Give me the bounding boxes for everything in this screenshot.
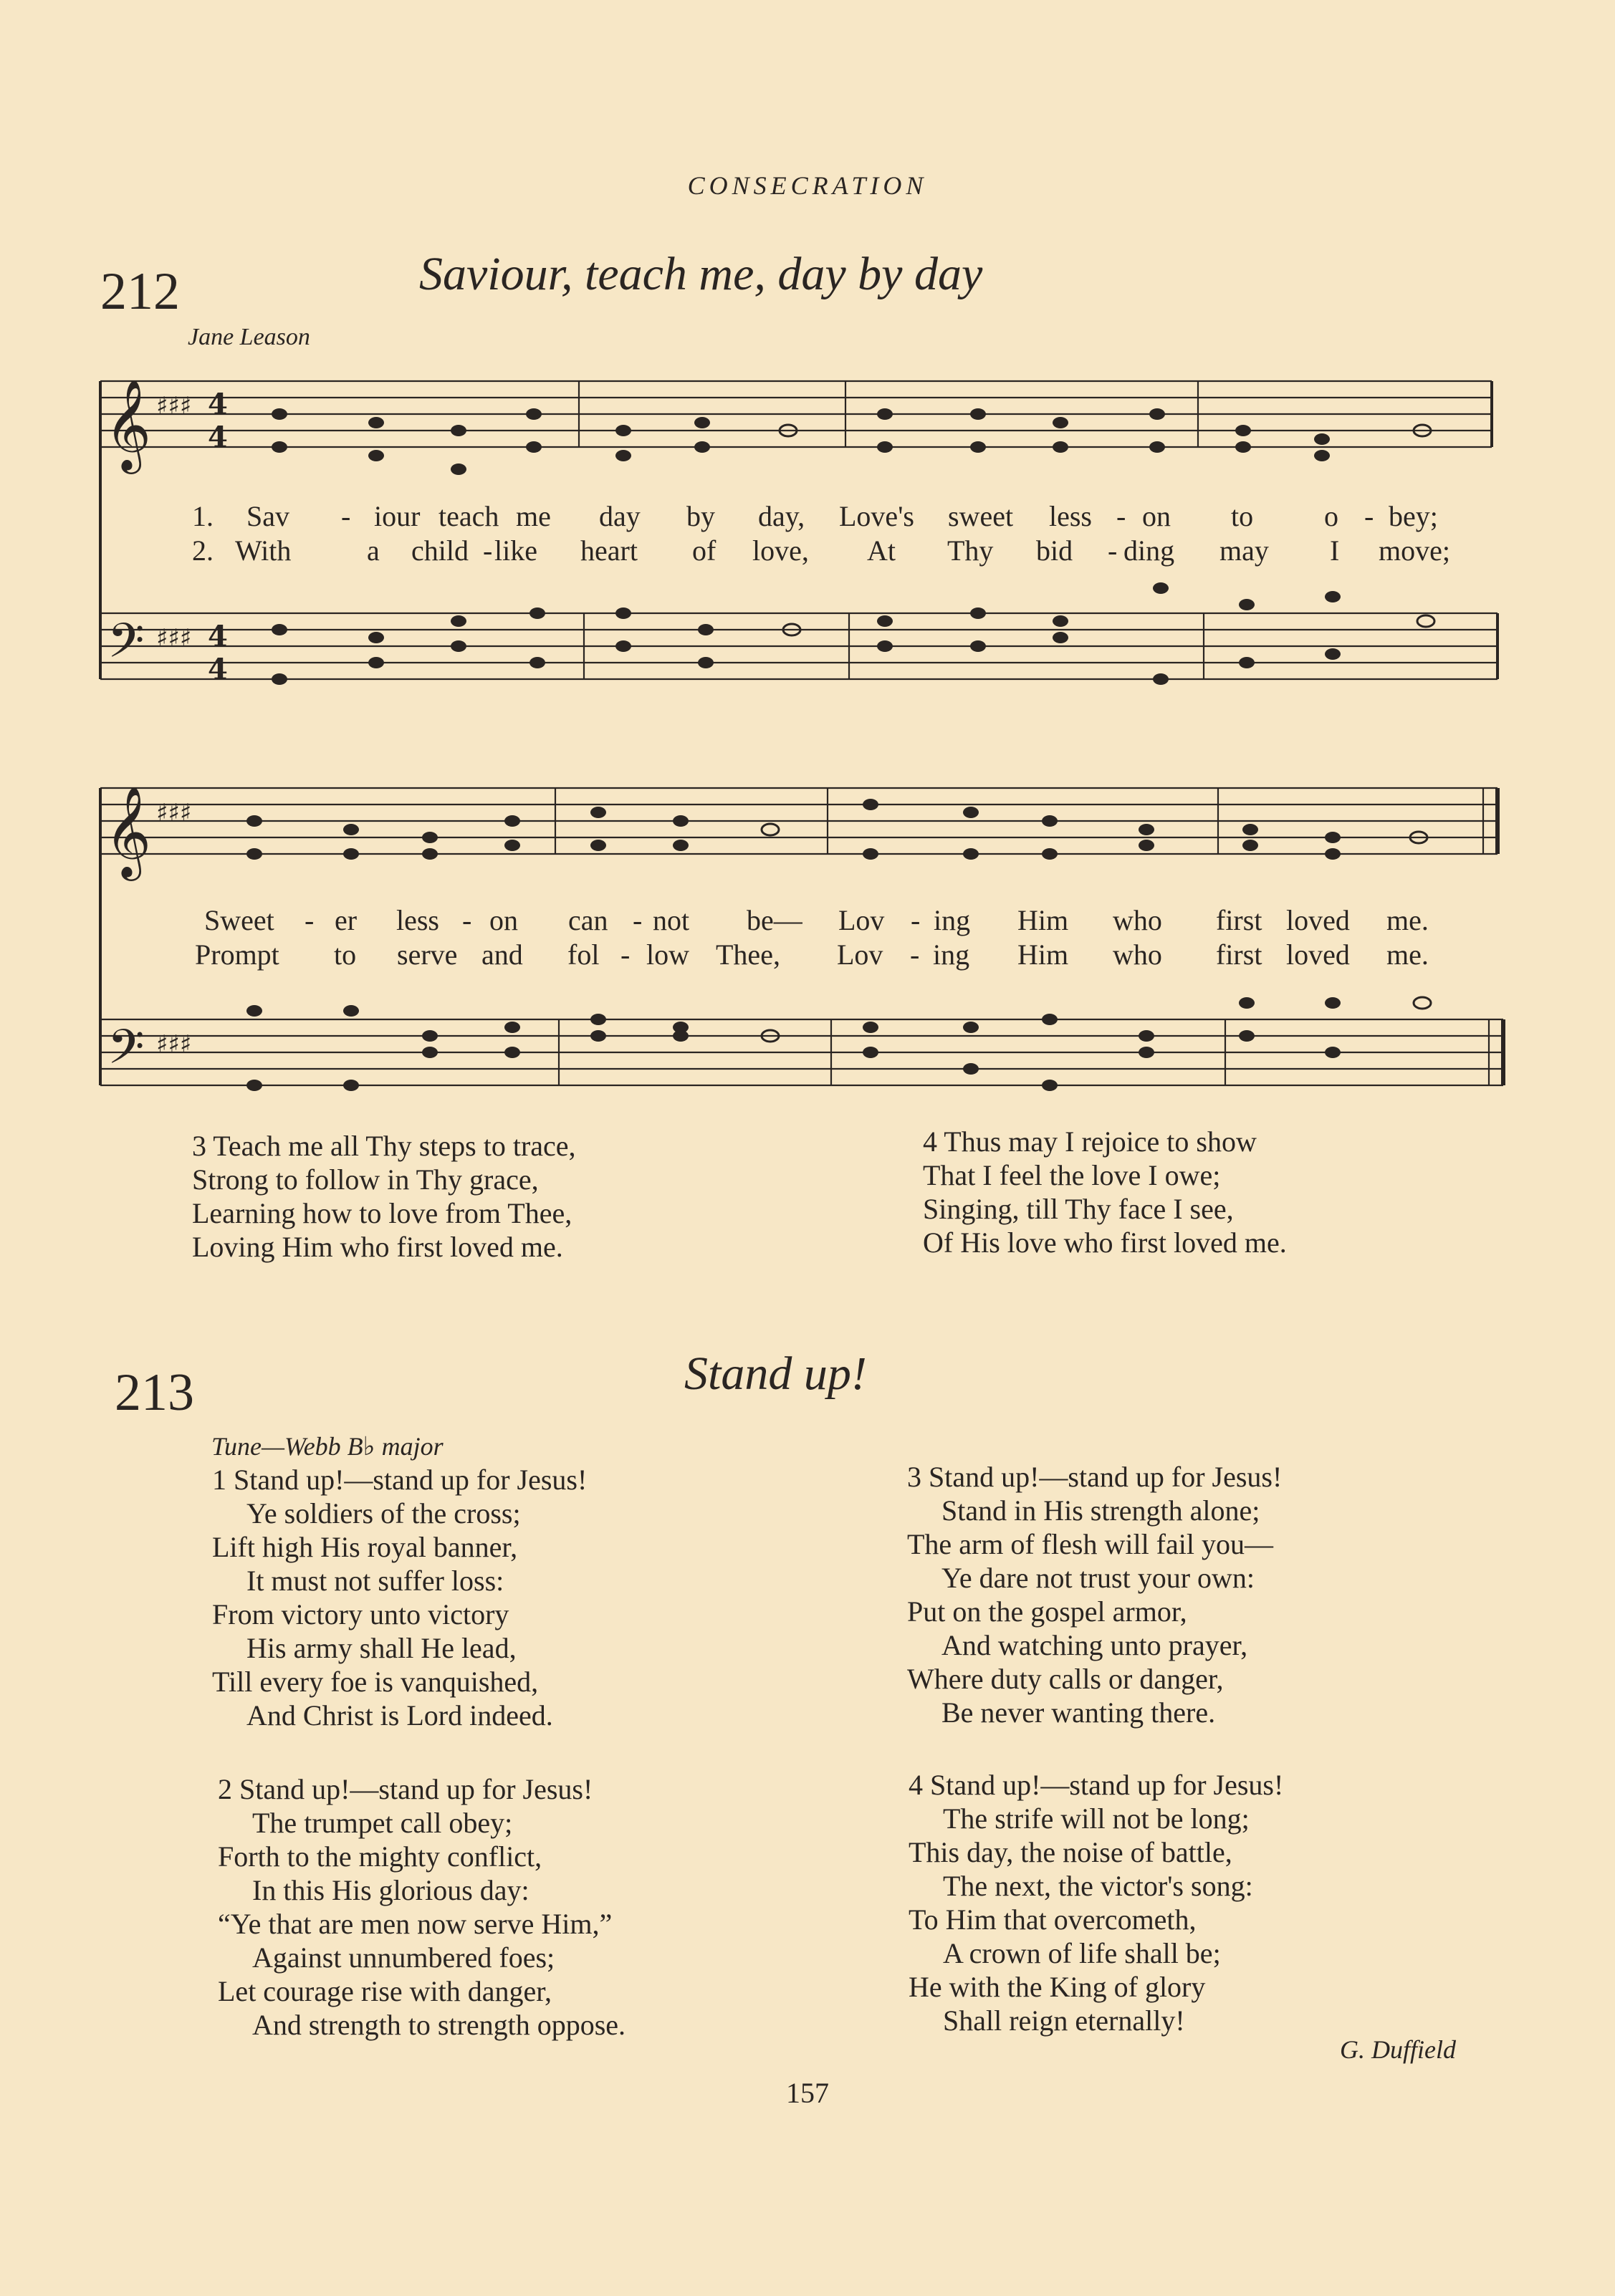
verse-line: 2 Stand up!—stand up for Jesus! — [218, 1773, 593, 1805]
verse-line: He with the King of glory — [909, 1971, 1206, 2003]
syllable: day — [599, 500, 641, 532]
syllable: me. — [1386, 904, 1429, 936]
syllable: bey; — [1389, 500, 1438, 532]
svg-text:4: 4 — [208, 388, 228, 421]
syllable: like — [494, 534, 537, 567]
syllable: on — [489, 904, 518, 936]
syllable: first — [1216, 938, 1262, 971]
syllable: o — [1324, 500, 1338, 532]
verse-line: The next, the victor's song: — [943, 1870, 1253, 1902]
verse-line: 4 Stand up!—stand up for Jesus! — [909, 1769, 1284, 1801]
svg-text:4: 4 — [208, 653, 228, 686]
syllable: - — [633, 904, 643, 936]
syllable: - — [483, 534, 493, 567]
svg-text:♯♯♯: ♯♯♯ — [156, 799, 192, 827]
syllable: Him — [1017, 938, 1069, 971]
syllable: ding — [1123, 534, 1175, 567]
verse-line: His army shall He lead, — [246, 1632, 517, 1664]
syllable: to — [1231, 500, 1254, 532]
syllable: heart — [580, 534, 638, 567]
verse-line: And watching unto prayer, — [941, 1629, 1248, 1661]
verse-line: The arm of flesh will fail you— — [907, 1528, 1273, 1560]
hymn-212-author: Jane Leason — [188, 324, 310, 350]
verse-line: 3 Teach me all Thy steps to trace, — [192, 1130, 576, 1162]
verse-line: Strong to follow in Thy grace, — [192, 1163, 539, 1196]
syllable: Love's — [839, 500, 914, 532]
verse-line: Loving Him who first loved me. — [192, 1231, 563, 1263]
svg-text:𝄞: 𝄞 — [105, 785, 152, 877]
syllable: a — [367, 534, 380, 567]
verse-line: Ye dare not trust your own: — [941, 1562, 1255, 1594]
verse-line: Be never wanting there. — [941, 1696, 1216, 1729]
verse-line: Shall reign eternally! — [943, 2004, 1185, 2037]
hymn-213-title: Stand up! — [684, 1348, 867, 1400]
syllable: 2. — [192, 534, 214, 567]
syllable: 1. — [192, 500, 214, 532]
syllable: me — [516, 500, 551, 532]
syllable: less — [1049, 500, 1092, 532]
verse-line: Ye soldiers of the cross; — [246, 1497, 521, 1529]
syllable: - — [1108, 534, 1118, 567]
syllable: Sav — [246, 500, 289, 532]
syllable: fol — [567, 938, 600, 971]
syllable: - — [1364, 500, 1374, 532]
syllable: not — [653, 904, 690, 936]
syllable: Lov — [837, 938, 883, 971]
syllable: At — [867, 534, 896, 567]
syllable: - — [462, 904, 472, 936]
hymn-213-number: 213 — [115, 1363, 194, 1422]
verse-line: And Christ is Lord indeed. — [246, 1699, 553, 1731]
syllable: on — [1142, 500, 1171, 532]
running-header: CONSECRATION — [687, 171, 928, 200]
syllable: teach — [439, 500, 499, 532]
syllable: ing — [933, 938, 970, 971]
verse-line: Stand in His strength alone; — [941, 1494, 1260, 1527]
verse-line: The strife will not be long; — [943, 1802, 1250, 1835]
verse-line: Lift high His royal banner, — [212, 1531, 518, 1563]
syllable: to — [334, 938, 357, 971]
syllable: sweet — [948, 500, 1014, 532]
verse-line: In this His glorious day: — [252, 1874, 529, 1906]
syllable: love, — [752, 534, 809, 567]
syllable: - — [1116, 500, 1126, 532]
syllable: Lov — [838, 904, 885, 936]
hymn-213-stanza-4 — [909, 1768, 1283, 2037]
syllable: - — [911, 904, 921, 936]
syllable: loved — [1286, 938, 1350, 971]
verse-line: Put on the gospel armor, — [907, 1595, 1187, 1628]
verse-line: From victory unto victory — [212, 1598, 509, 1630]
verse-line: Against unnumbered foes; — [252, 1941, 555, 1974]
svg-text:𝄢: 𝄢 — [107, 1019, 145, 1086]
svg-text:♯♯♯: ♯♯♯ — [156, 1030, 192, 1059]
hymn-213-author: G. Duffield — [1340, 2035, 1456, 2064]
verse-line: Till every foe is vanquished, — [212, 1666, 539, 1698]
verse-line: To Him that overcometh, — [909, 1903, 1197, 1936]
syllable: who — [1113, 904, 1162, 936]
verse-line: That I feel the love I owe; — [923, 1159, 1221, 1191]
syllable: of — [692, 534, 717, 567]
syllable: - — [305, 904, 315, 936]
syllable: - — [620, 938, 631, 971]
page-number: 157 — [786, 2077, 829, 2109]
syllable: who — [1113, 938, 1162, 971]
hymn-212-stanza-3 — [192, 1129, 576, 1264]
verse-line: Where duty calls or danger, — [907, 1663, 1224, 1695]
syllable: can — [568, 904, 608, 936]
syllable: Sweet — [204, 904, 274, 936]
syllable: bid — [1036, 534, 1073, 567]
verse-line: “Ye that are men now serve Him,” — [218, 1908, 613, 1940]
syllable: first — [1216, 904, 1262, 936]
syllable: ing — [934, 904, 971, 936]
syllable: move; — [1379, 534, 1450, 567]
verse-line: It must not suffer loss: — [246, 1565, 504, 1597]
syllable: low — [646, 938, 689, 971]
verse-line: And strength to strength oppose. — [252, 2009, 626, 2041]
hymn-212-number: 212 — [100, 262, 180, 321]
music-system-2 — [0, 0, 1615, 1146]
verse-line: A crown of life shall be; — [943, 1937, 1221, 1969]
verse-line: Forth to the mighty conflict, — [218, 1840, 542, 1873]
syllable: may — [1219, 534, 1269, 567]
syllable: day, — [758, 500, 805, 532]
syllable: be— — [747, 904, 802, 936]
svg-text:4: 4 — [208, 620, 228, 653]
syllable: With — [235, 534, 292, 567]
syllable: iour — [374, 500, 421, 532]
verse-line: Of His love who first loved me. — [923, 1226, 1287, 1259]
svg-text:♯♯♯: ♯♯♯ — [156, 392, 192, 421]
syllable: me. — [1386, 938, 1429, 971]
syllable: Prompt — [195, 938, 279, 971]
hymn-213-stanza-1 — [212, 1463, 587, 1732]
verse-line: Learning how to love from Thee, — [192, 1197, 572, 1229]
svg-text:𝄢: 𝄢 — [107, 613, 145, 680]
syllable: Him — [1017, 904, 1069, 936]
syllable: Thee, — [716, 938, 780, 971]
syllable: Thy — [947, 534, 994, 567]
svg-text:♯♯♯: ♯♯♯ — [156, 624, 192, 653]
verse-line: Singing, till Thy face I see, — [923, 1193, 1234, 1225]
verse-line: 4 Thus may I rejoice to show — [923, 1125, 1257, 1158]
svg-text:4: 4 — [208, 421, 228, 454]
syllable: and — [481, 938, 523, 971]
syllable: - — [910, 938, 920, 971]
syllable: I — [1330, 534, 1340, 567]
syllable: er — [335, 904, 358, 936]
syllable: by — [686, 500, 715, 532]
syllable: - — [341, 500, 351, 532]
svg-text:𝄞: 𝄞 — [105, 378, 152, 470]
syllable: child — [411, 534, 469, 567]
hymn-213-stanza-3 — [907, 1460, 1282, 1729]
verse-line: The trumpet call obey; — [252, 1807, 513, 1839]
verse-line: Let courage rise with danger, — [218, 1975, 552, 2007]
syllable: loved — [1286, 904, 1350, 936]
verse-line: 1 Stand up!—stand up for Jesus! — [212, 1464, 588, 1496]
verse-line: 3 Stand up!—stand up for Jesus! — [907, 1461, 1283, 1493]
syllable: less — [396, 904, 439, 936]
syllable: serve — [397, 938, 458, 971]
verse-line: This day, the noise of battle, — [909, 1836, 1232, 1868]
hymn-212-title: Saviour, teach me, day by day — [419, 248, 983, 300]
hymn-213-tune: Tune—Webb B♭ major — [211, 1432, 444, 1461]
hymn-212-stanza-4 — [923, 1125, 1287, 1259]
hymn-213-stanza-2 — [218, 1772, 626, 2042]
